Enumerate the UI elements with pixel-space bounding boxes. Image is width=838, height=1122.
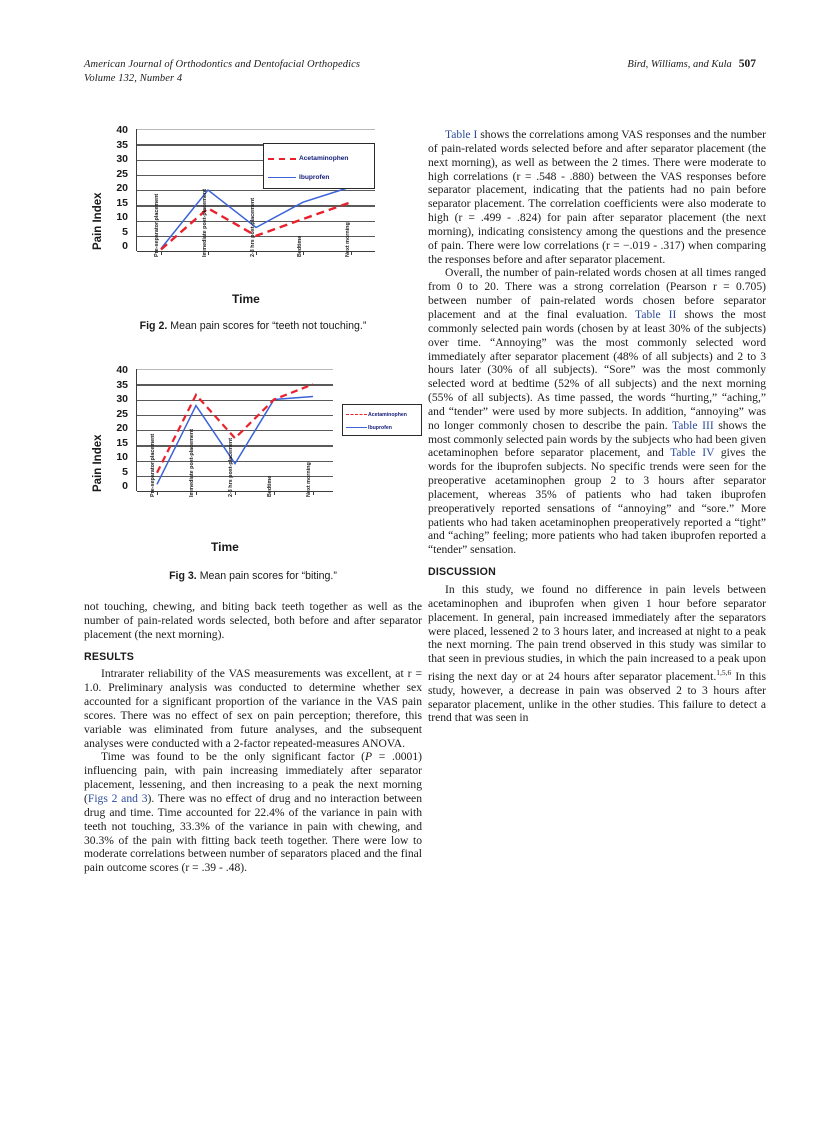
results-p2-part-a: Time was found to be the only significant factor (: [101, 750, 366, 764]
results-p2-part-b: = .0001) influencing pain, with pain increasing immediately after separator placement, lessening, and then increasing to a peak the next morning (: [84, 750, 422, 805]
fig2-ytick-0: 0: [122, 240, 128, 252]
heading-discussion: DISCUSSION: [428, 566, 496, 579]
journal-title: [84, 58, 360, 85]
figure-2-chart: [84, 124, 422, 308]
italic-p-symbol: P: [365, 750, 373, 764]
fig3-ytick-40: 40: [116, 364, 128, 376]
fig2-xtick-label-1: Pre-separator placement: [154, 193, 160, 257]
figure-3-caption: [84, 570, 422, 582]
fig3-xtick-label-1: Pre-separator placement: [150, 433, 156, 497]
fig3-x-axis-label: Time: [211, 540, 239, 554]
fig2-xtick-label-3: 2-3 hrs post-placement: [250, 197, 256, 257]
figure-2-caption-text: Mean pain scores for “teeth not touching.”: [170, 320, 367, 332]
heading-results: RESULTS: [84, 650, 135, 663]
fig3-xtickmark-2: [196, 491, 197, 495]
fig2-xtick-label-5: Next morning: [345, 222, 351, 257]
fig3-legend-label-acetaminophen: Acetaminophen: [368, 411, 407, 418]
fig3-legend-item-ibuprofen: [346, 421, 421, 434]
right-column: [428, 128, 766, 725]
fig3-xtick-label-4: Bedtime: [267, 475, 273, 497]
right-paragraph-2: [428, 266, 766, 557]
fig2-y-axis-label: Pain Index: [92, 192, 104, 250]
figure-cross-reference[interactable]: Figs 2 and 3: [87, 791, 148, 805]
fig3-legend-swatch-ibuprofen: [346, 427, 367, 428]
fig3-ytick-25: 25: [116, 407, 128, 420]
fig2-legend-label-ibuprofen: Ibuprofen: [299, 174, 330, 181]
figure-2-caption: [84, 320, 422, 332]
figure-2: [84, 124, 422, 332]
fig2-xtick-label-2: Immediate post-placement: [202, 189, 208, 257]
fig2-ytick-35: 35: [116, 138, 128, 151]
running-head: [84, 58, 756, 92]
fig3-legend-item-acetaminophen: [346, 408, 421, 421]
reference-citation[interactable]: 1,5,6: [716, 668, 732, 678]
fig3-ytick-35: 35: [116, 378, 128, 391]
right-p2-part-a: Overall, the number of pain-related words chosen at all times ranged from 0 to 20. There was a strong correlation (Pearson r = 0.705) between number of pain-related words chosen before separator placement and at the final evaluation.: [428, 266, 766, 321]
right-p1-body: shows the correlations among VAS responses and the number of pain-related words selected before and after separator placement (the next morning), as well as between the 2 times. There were moderate to high correlations (r = .548 - .880) between the VAS responses before separator placement, indicating that the patients had no pain before separator placement. The correlation coefficients were also moderate to high (r = .499 - .824) for pain after separator placement (the next morning), indicating consistency among the questions and the presence of pain. There were low correlations (r = −.019 - .317) when comparing the responses before and after separator placement.: [428, 128, 767, 266]
fig2-ytick-30: 30: [116, 153, 128, 165]
fig3-series-svg: [137, 369, 333, 491]
right-p2-part-d: gives the words for the ibuprofen subjects. No specific trends were seen for the preoperative acetaminophen group 2 to 3 hours after separator placement, whereas 35% of patients who had taken ibuprofen preoperatively reported sensations of “annoying” and “sore.” More patients who had taken acetaminophen preoperatively reported a “tight” and “aching” feeling; more patients who had taken ibuprofen reported a “tender” sensation.: [428, 446, 767, 557]
author-names: Bird, Williams, and Kula: [627, 59, 732, 70]
fig3-xtickmark-3: [235, 491, 236, 495]
fig2-xtickmark-1: [161, 251, 162, 255]
fig2-ytick-40: 40: [116, 124, 128, 136]
fig3-xtick-label-3: 2-3 hrs post-placement: [228, 437, 234, 497]
figure-2-caption-label: Fig 2.: [139, 320, 168, 332]
page-number: 507: [738, 58, 756, 70]
paragraph-continued: not touching, chewing, and biting back teeth together as well as the number of pain-related words selected, both before and after separator placement (the next morning).: [84, 600, 422, 641]
table-1-cross-reference[interactable]: Table I: [445, 128, 478, 141]
journal-volume-line: Volume 132, Number 4: [84, 72, 183, 84]
fig3-ytick-10: 10: [116, 451, 128, 463]
fig2-legend: [263, 143, 375, 189]
discussion-part-a: In this study, we found no difference in pain levels between acetaminophen and ibuprofen when given 1 hour before separator placement. In general, pain increased immediately after the separators were placed, lessened 2 to 3 hours later, and increased at night to a peak the next morning. The pain trend observed in this study was similar to that seen in previous studies, in which the pain increased to a peak upon rising the next day or at 24 hours after separator placement.: [428, 583, 766, 683]
right-p2-part-b: shows the most commonly selected pain words (chosen by at least 30% of the subjects) over time. “Annoying” was the most commonly selected word immediately after separator placement (48% of all subjects) and 2 to 3 hours later (30% of all subjects). “Sore” was the most commonly selected word at bedtime (52% of all subjects) and the next morning (55% of all subjects). As time passed, the words “hurting,” “aching,” and “tender” were used by more subjects. In addition, “annoying” was no longer commonly chosen to describe the pain.: [428, 307, 766, 432]
fig3-ytick-20: 20: [116, 422, 128, 434]
fig3-ytick-15: 15: [116, 436, 128, 449]
figure-3-chart: [84, 362, 422, 558]
fig2-legend-item-ibuprofen: [268, 168, 374, 187]
results-paragraph-1: Intrarater reliability of the VAS measurements was excellent, at r = 1.0. Preliminary analysis was conducted to determine whether sex accounted for a significant proportion of the variance in the VAS pain scores. There was no effect of sex on pain perception; therefore, this variable was eliminated from future analyses, and the subsequent analyses were conducted with a 2-factor repeated-measures ANOVA.: [84, 667, 422, 750]
fig2-legend-swatch-acetaminophen: [268, 158, 296, 160]
fig3-ytick-0: 0: [122, 480, 128, 492]
results-paragraph-2: [84, 750, 422, 875]
fig2-legend-label-acetaminophen: Acetaminophen: [299, 155, 349, 162]
fig2-ytick-25: 25: [116, 167, 128, 180]
table-2-cross-reference[interactable]: Table II: [635, 307, 677, 321]
fig3-xtick-label-2: Immediate post-placement: [189, 429, 195, 497]
fig2-x-axis-label: Time: [232, 292, 260, 306]
fig3-legend-swatch-acetaminophen: [346, 414, 367, 415]
discussion-paragraph-1: [428, 583, 766, 725]
fig2-ytick-15: 15: [116, 196, 128, 209]
figure-3-caption-label: Fig 3.: [169, 570, 197, 582]
fig3-ytick-30: 30: [116, 393, 128, 405]
fig3-line-ibuprofen: [157, 397, 313, 485]
figure-3-caption-text: Mean pain scores for “biting.”: [199, 570, 337, 582]
fig3-legend: [342, 404, 422, 436]
fig3-xtickmark-4: [274, 491, 275, 495]
fig3-y-axis-label: Pain Index: [92, 434, 104, 492]
figure-3: [84, 362, 422, 582]
discussion-part-b: In this study, however, a decrease in pain was observed 2 to 3 hours after separator placement, unlike in the other studies. This failure to detect a trend that was seen in: [428, 669, 766, 725]
right-paragraph-1: [428, 128, 766, 266]
results-p2-part-c: ). There was no effect of drug and no interaction between drug and time. Time accounted for 22.4% of the variance in pain with teeth not touching, 33.3% of the variance in pain with chewing, and 30.3% of the pain with fitting back teeth together. There were low to moderate correlations between number of separators placed and the final pain outcome scores (r = .39 - .48).: [84, 791, 422, 875]
fig2-ytick-10: 10: [116, 211, 128, 223]
table-3-cross-reference[interactable]: Table III: [671, 418, 714, 432]
table-4-cross-reference[interactable]: Table IV: [670, 446, 715, 460]
running-head-right: [627, 58, 756, 70]
right-p2-part-c: shows the most commonly selected pain words by the subjects who had been given acetaminophen before separator placement, and: [428, 418, 766, 460]
fig2-legend-item-acetaminophen: [268, 149, 374, 168]
fig2-xtick-label-4: Bedtime: [297, 235, 303, 257]
fig3-xtick-label-5: Next morning: [306, 462, 312, 497]
fig2-ytick-5: 5: [122, 225, 128, 238]
fig3-xtickmark-5: [313, 491, 314, 495]
fig3-ytick-5: 5: [122, 465, 128, 478]
journal-title-line1: American Journal of Orthodontics and Dentofacial Orthopedics: [84, 59, 361, 70]
left-column: [84, 600, 422, 875]
fig2-ytick-20: 20: [116, 182, 128, 194]
fig2-legend-swatch-ibuprofen: [268, 177, 296, 178]
fig3-xtickmark-1: [157, 491, 158, 495]
fig3-legend-label-ibuprofen: Ibuprofen: [368, 424, 392, 431]
